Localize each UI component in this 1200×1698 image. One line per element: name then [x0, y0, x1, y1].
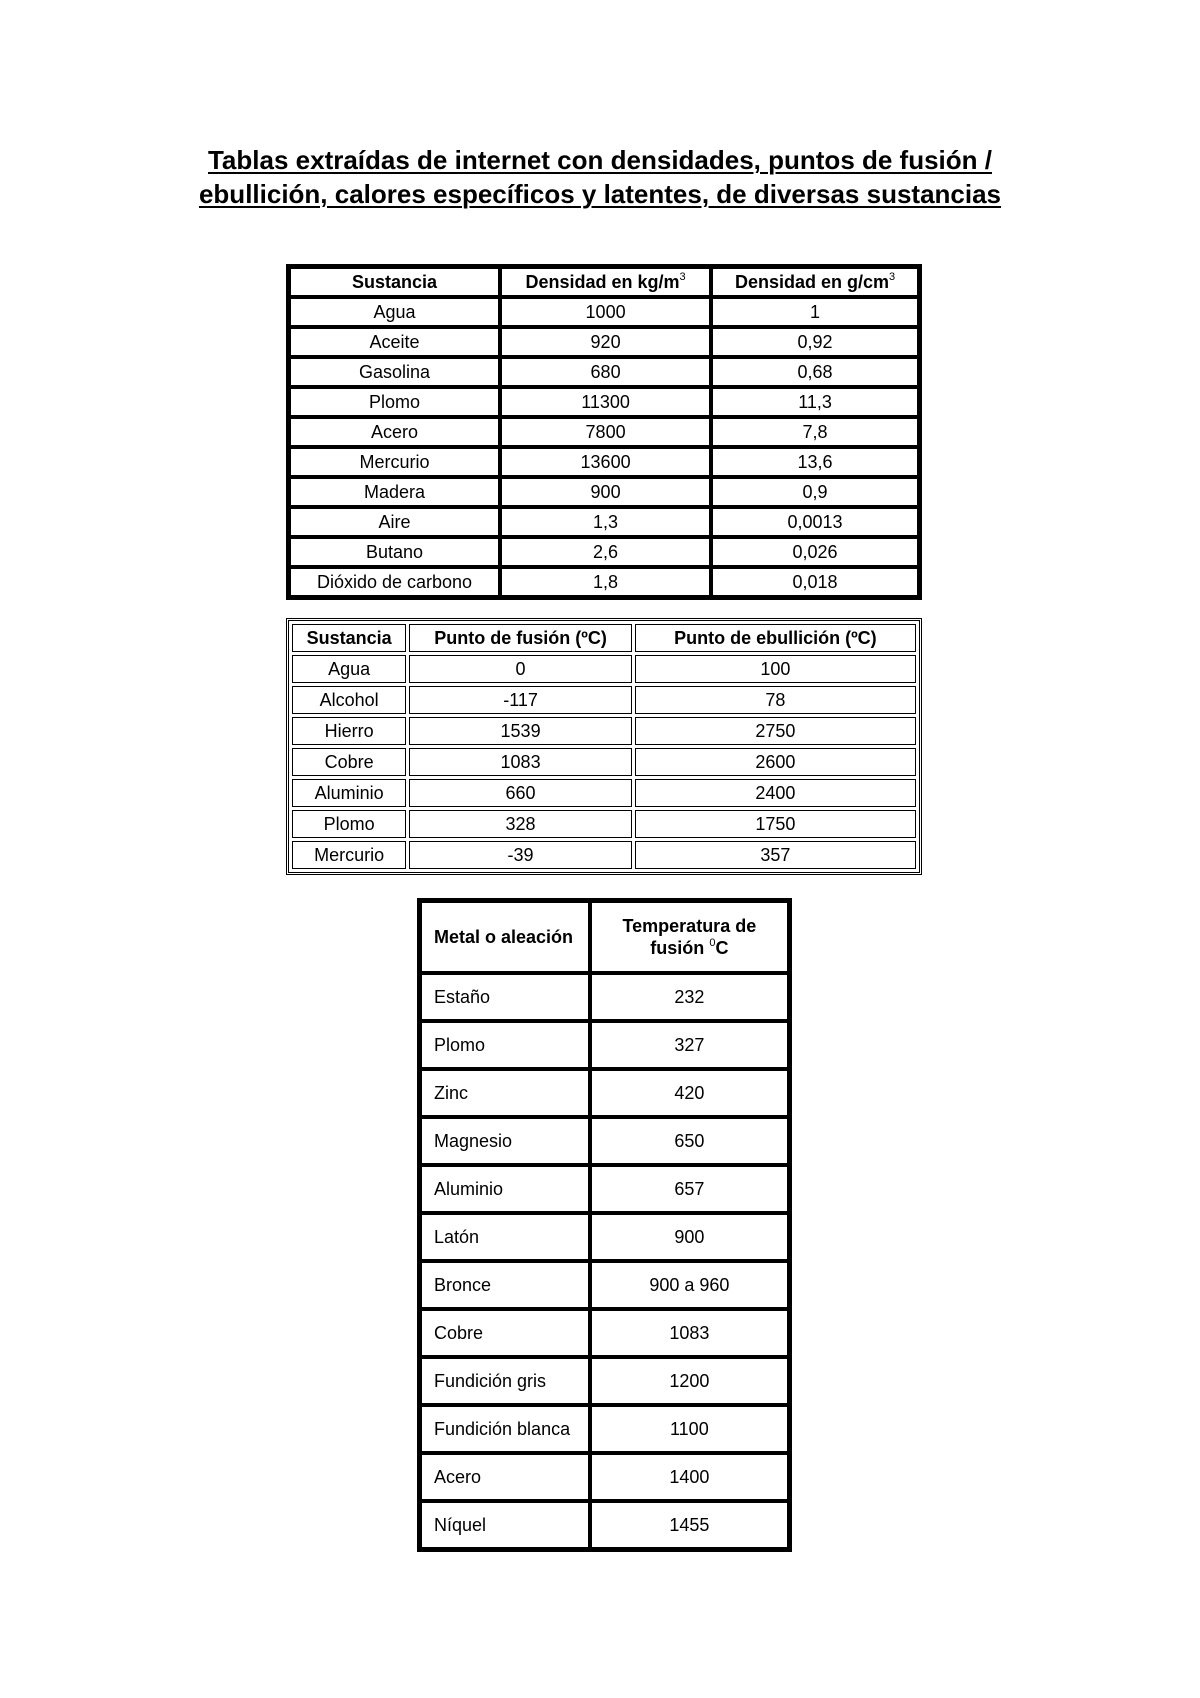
- melting-temperature-cell: 650: [590, 1117, 789, 1165]
- table-row: [289, 567, 919, 597]
- table-row: [289, 357, 919, 387]
- boiling-point-cell: 78: [635, 686, 916, 714]
- table-row: [292, 779, 916, 807]
- table-row: [289, 447, 919, 477]
- table-row: [292, 655, 916, 683]
- points-header-melting: Punto de fusión (ºC): [409, 624, 631, 652]
- density-header-g-cm3: [711, 267, 919, 297]
- density-header-g-cm3-sup: 3: [889, 270, 896, 283]
- melting-temperature-cell: 1100: [590, 1405, 789, 1453]
- density-header-kg-m3-label: Densidad en kg/m: [525, 271, 680, 292]
- density-kg-m3-cell: 1,3: [500, 507, 711, 537]
- melting-temperature-cell: 900 a 960: [590, 1261, 789, 1309]
- density-header-substance: Sustancia: [289, 267, 500, 297]
- metal-cell: Cobre: [420, 1309, 590, 1357]
- density-header-kg-m3: [500, 267, 711, 297]
- substance-cell: Madera: [289, 477, 500, 507]
- table-row: [420, 1309, 789, 1357]
- boiling-point-cell: 100: [635, 655, 916, 683]
- metal-cell: Latón: [420, 1213, 590, 1261]
- density-g-cm3-cell: 0,0013: [711, 507, 919, 537]
- metal-cell: Fundición blanca: [420, 1405, 590, 1453]
- melting-temperature-cell: 420: [590, 1069, 789, 1117]
- table-row: [420, 1261, 789, 1309]
- points-table-body: [292, 655, 916, 869]
- metal-cell: Aluminio: [420, 1165, 590, 1213]
- boiling-point-cell: 2400: [635, 779, 916, 807]
- density-kg-m3-cell: 7800: [500, 417, 711, 447]
- substance-cell: Cobre: [292, 748, 406, 776]
- metals-header-temperature: [590, 901, 789, 973]
- table-row: [289, 297, 919, 327]
- density-g-cm3-cell: 0,92: [711, 327, 919, 357]
- density-kg-m3-cell: 920: [500, 327, 711, 357]
- density-g-cm3-cell: 1: [711, 297, 919, 327]
- page-title-line-2: ebullición, calores específicos y latentes, de diversas sustancias: [198, 179, 1002, 209]
- table-row: [289, 507, 919, 537]
- table-row: [420, 1357, 789, 1405]
- melting-temperature-cell: 1455: [590, 1501, 789, 1549]
- density-g-cm3-cell: 7,8: [711, 417, 919, 447]
- substance-cell: Butano: [289, 537, 500, 567]
- boiling-point-cell: 357: [635, 841, 916, 869]
- density-kg-m3-cell: 13600: [500, 447, 711, 477]
- melting-point-cell: -39: [409, 841, 631, 869]
- melting-point-cell: 660: [409, 779, 631, 807]
- boiling-point-cell: 2750: [635, 717, 916, 745]
- table-row: [420, 1213, 789, 1261]
- metal-cell: Magnesio: [420, 1117, 590, 1165]
- table-row: [292, 748, 916, 776]
- table-row: [292, 686, 916, 714]
- density-table: [286, 264, 922, 600]
- melting-temperature-cell: 900: [590, 1213, 789, 1261]
- density-kg-m3-cell: 900: [500, 477, 711, 507]
- substance-cell: Aluminio: [292, 779, 406, 807]
- table-row: [292, 841, 916, 869]
- substance-cell: Agua: [289, 297, 500, 327]
- table-row: [289, 477, 919, 507]
- table-row: [420, 973, 789, 1021]
- table-row: [289, 537, 919, 567]
- table-row: [289, 387, 919, 417]
- density-kg-m3-cell: 680: [500, 357, 711, 387]
- melting-temperature-cell: 1200: [590, 1357, 789, 1405]
- table-row: [420, 1165, 789, 1213]
- substance-cell: Acero: [289, 417, 500, 447]
- table-row: [289, 327, 919, 357]
- melting-temperature-cell: 657: [590, 1165, 789, 1213]
- metal-cell: Fundición gris: [420, 1357, 590, 1405]
- table-row: [289, 417, 919, 447]
- density-g-cm3-cell: 0,018: [711, 567, 919, 597]
- metal-cell: Bronce: [420, 1261, 590, 1309]
- melting-temperature-cell: 1400: [590, 1453, 789, 1501]
- table-row: [420, 1117, 789, 1165]
- table-row: [420, 1501, 789, 1549]
- page-title-line-1: Tablas extraídas de internet con densidades, puntos de fusión /: [207, 145, 992, 175]
- melting-temperature-cell: 327: [590, 1021, 789, 1069]
- metal-cell: Zinc: [420, 1069, 590, 1117]
- melting-temperature-cell: 1083: [590, 1309, 789, 1357]
- substance-cell: Agua: [292, 655, 406, 683]
- substance-cell: Aceite: [289, 327, 500, 357]
- points-header-substance: Sustancia: [292, 624, 406, 652]
- metals-header-temp-sup: 0: [709, 937, 716, 949]
- metals-table-body: [420, 973, 789, 1549]
- substance-cell: Hierro: [292, 717, 406, 745]
- boiling-point-cell: 2600: [635, 748, 916, 776]
- boiling-point-cell: 1750: [635, 810, 916, 838]
- density-g-cm3-cell: 0,68: [711, 357, 919, 387]
- metals-header-temp-unit: C: [715, 938, 729, 958]
- metal-cell: Níquel: [420, 1501, 590, 1549]
- density-kg-m3-cell: 1000: [500, 297, 711, 327]
- density-g-cm3-cell: 0,026: [711, 537, 919, 567]
- page-title: [100, 143, 1100, 211]
- substance-cell: Plomo: [292, 810, 406, 838]
- metals-header-temp-line1: Temperatura de: [622, 916, 757, 936]
- density-table-body: [289, 297, 919, 597]
- metals-table-header-row: [420, 901, 789, 973]
- metals-header-temp-line2: fusión: [650, 938, 705, 958]
- metal-cell: Estaño: [420, 973, 590, 1021]
- density-table-header-row: [289, 267, 919, 297]
- substance-cell: Gasolina: [289, 357, 500, 387]
- table-row: [420, 1021, 789, 1069]
- metals-header-metal: Metal o aleación: [420, 901, 590, 973]
- table-row: [292, 717, 916, 745]
- table-row: [420, 1405, 789, 1453]
- table-row: [292, 810, 916, 838]
- melting-point-cell: 0: [409, 655, 631, 683]
- substance-cell: Alcohol: [292, 686, 406, 714]
- density-header-kg-m3-sup: 3: [679, 270, 686, 283]
- substance-cell: Mercurio: [292, 841, 406, 869]
- melting-point-cell: 1539: [409, 717, 631, 745]
- melting-point-cell: 328: [409, 810, 631, 838]
- density-kg-m3-cell: 11300: [500, 387, 711, 417]
- density-g-cm3-cell: 11,3: [711, 387, 919, 417]
- table-row: [420, 1453, 789, 1501]
- points-header-boiling: Punto de ebullición (ºC): [635, 624, 916, 652]
- substance-cell: Dióxido de carbono: [289, 567, 500, 597]
- melting-point-cell: -117: [409, 686, 631, 714]
- density-g-cm3-cell: 13,6: [711, 447, 919, 477]
- density-header-g-cm3-label: Densidad en g/cm: [734, 271, 889, 292]
- table-row: [420, 1069, 789, 1117]
- metal-cell: Acero: [420, 1453, 590, 1501]
- melting-point-cell: 1083: [409, 748, 631, 776]
- points-table-header-row: [292, 624, 916, 652]
- metal-cell: Plomo: [420, 1021, 590, 1069]
- density-g-cm3-cell: 0,9: [711, 477, 919, 507]
- substance-cell: Plomo: [289, 387, 500, 417]
- density-kg-m3-cell: 2,6: [500, 537, 711, 567]
- melting-temperature-cell: 232: [590, 973, 789, 1021]
- density-kg-m3-cell: 1,8: [500, 567, 711, 597]
- melting-boiling-table: [286, 618, 922, 875]
- substance-cell: Aire: [289, 507, 500, 537]
- substance-cell: Mercurio: [289, 447, 500, 477]
- metals-melting-table: [417, 898, 792, 1552]
